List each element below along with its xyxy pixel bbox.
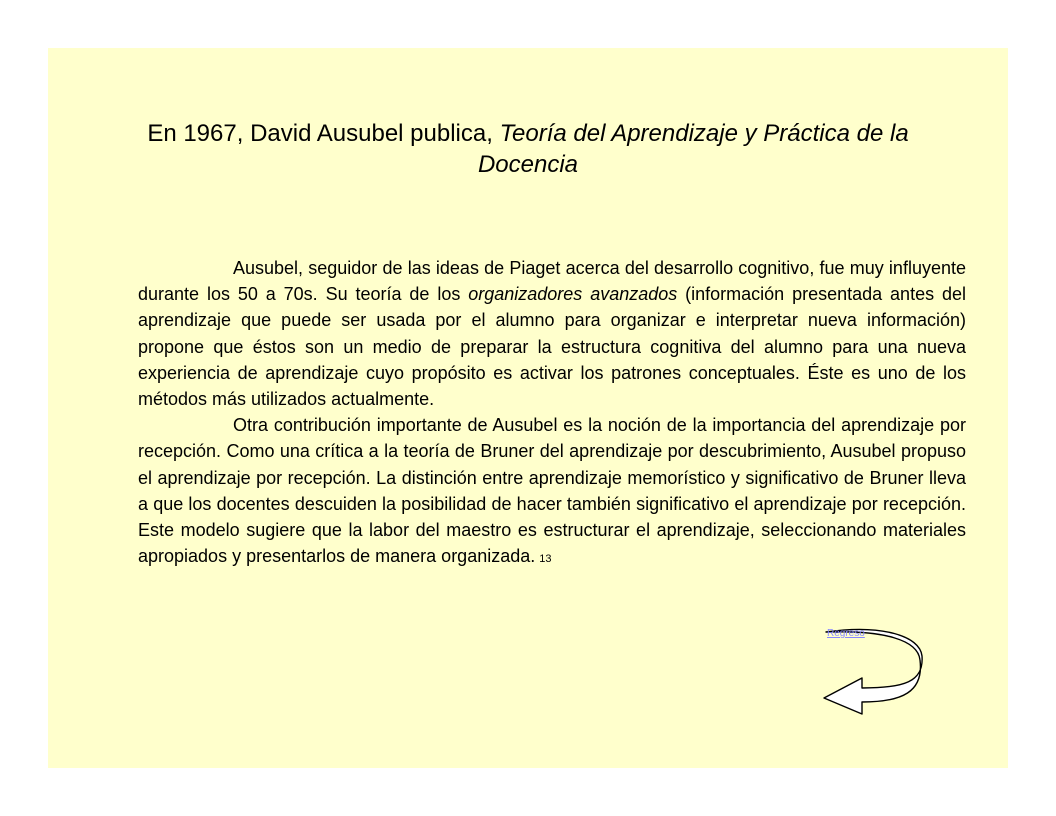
title-prefix: En 1967, David Ausubel publica, xyxy=(147,120,500,147)
footnote-reference: 13 xyxy=(539,553,552,566)
paragraph-organizers xyxy=(138,255,966,412)
paragraph-1-after: (información presentada antes del aprendizaje que puede ser usada por el alumno para organizar e interpretar nueva información) propone que éstos son un medio de preparar la estructura cognitiva del alumno para una nueva experiencia de aprendizaje cuyo propósito es activar los patrones conceptuales. Éste es uno de los métodos más utilizados actualmente. xyxy=(138,284,966,410)
paragraph-reception-learning xyxy=(138,412,966,572)
title-book-name: Teoría del Aprendizaje y Práctica de la Docencia xyxy=(477,120,909,178)
slide-title xyxy=(138,118,918,180)
curved-return-arrow-icon[interactable] xyxy=(822,626,926,716)
slide xyxy=(48,48,1008,768)
paragraph-1-italic-term: organizadores avanzados xyxy=(468,284,678,305)
return-link[interactable]: Regreso xyxy=(827,628,865,639)
body-text xyxy=(138,255,966,572)
paragraph-1-before: Ausubel, seguidor de las ideas de Piaget acerca del desarrollo cognitivo, fue muy influyente durante los 50 a 70s. Su teoría de los xyxy=(138,258,966,305)
paragraph-2-text: Otra contribución importante de Ausubel es la noción de la importancia del aprendizaje por recepción. Como una crítica a la teoría de Bruner del aprendizaje por descubrimiento, Ausubel propuso el aprendizaje por recepción. La distinción entre aprendizaje memorístico y significativo de Bruner lleva a que los docentes descuiden la posibilidad de hacer también significativo el aprendizaje por recepción. Este modelo sugiere que la labor del maestro es estructurar el aprendizaje, seleccionando materiales apropiados y presentarlos de manera organizada. xyxy=(138,415,966,567)
